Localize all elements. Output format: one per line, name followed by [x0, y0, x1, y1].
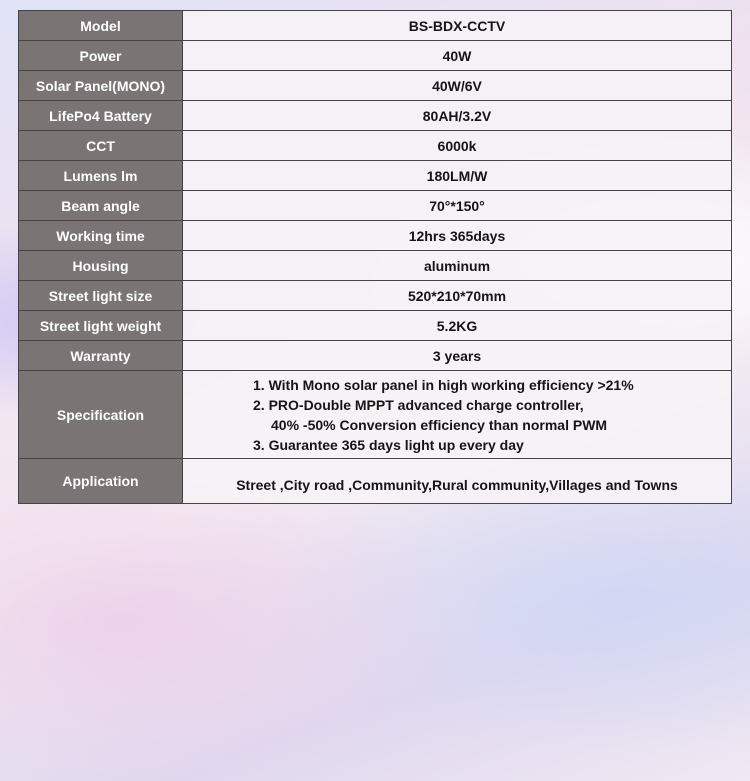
row-specification [19, 371, 732, 459]
row-label: LifePo4 Battery [19, 101, 183, 131]
row-application [19, 459, 732, 504]
spec-table [18, 10, 732, 504]
row-value: 180LM/W [183, 161, 732, 191]
row-value: 40W/6V [183, 71, 732, 101]
row-value: aluminum [183, 251, 732, 281]
row-value: 3 years [183, 341, 732, 371]
specification-line: 1. With Mono solar panel in high working efficiency >21% [253, 376, 634, 393]
row-label: Working time [19, 221, 183, 251]
specification-line: 2. PRO-Double MPPT advanced charge controller, [253, 396, 584, 413]
row-label: Solar Panel(MONO) [19, 71, 183, 101]
row-value: 80AH/3.2V [183, 101, 732, 131]
row-label: Model [19, 11, 183, 41]
row-value: 70°*150° [183, 191, 732, 221]
row-label: Street light weight [19, 311, 183, 341]
application-value [183, 459, 732, 504]
row-lumens [19, 161, 732, 191]
row-label: Beam angle [19, 191, 183, 221]
row-label: Housing [19, 251, 183, 281]
row-label: Specification [19, 371, 183, 459]
row-size [19, 281, 732, 311]
row-value: BS-BDX-CCTV [183, 11, 732, 41]
application-text: Street ,City road ,Community,Rural community,Villages and Towns [236, 477, 678, 493]
row-cct [19, 131, 732, 161]
specification-line: 3. Guarantee 365 days light up every day [253, 436, 524, 453]
row-label: CCT [19, 131, 183, 161]
specification-value [183, 371, 732, 459]
row-value: 12hrs 365days [183, 221, 732, 251]
row-label: Street light size [19, 281, 183, 311]
row-value: 5.2KG [183, 311, 732, 341]
row-warranty [19, 341, 732, 371]
row-beam-angle [19, 191, 732, 221]
row-label: Power [19, 41, 183, 71]
row-weight [19, 311, 732, 341]
row-label: Application [19, 459, 183, 504]
row-housing [19, 251, 732, 281]
row-battery [19, 101, 732, 131]
row-power [19, 41, 732, 71]
specification-list [183, 375, 731, 455]
row-working-time [19, 221, 732, 251]
row-label: Warranty [19, 341, 183, 371]
row-value: 520*210*70mm [183, 281, 732, 311]
row-value: 6000k [183, 131, 732, 161]
row-label: Lumens lm [19, 161, 183, 191]
row-solar-panel [19, 71, 732, 101]
row-model [19, 11, 732, 41]
specification-line: 40% -50% Conversion efficiency than normal PWM [271, 416, 608, 433]
row-value: 40W [183, 41, 732, 71]
